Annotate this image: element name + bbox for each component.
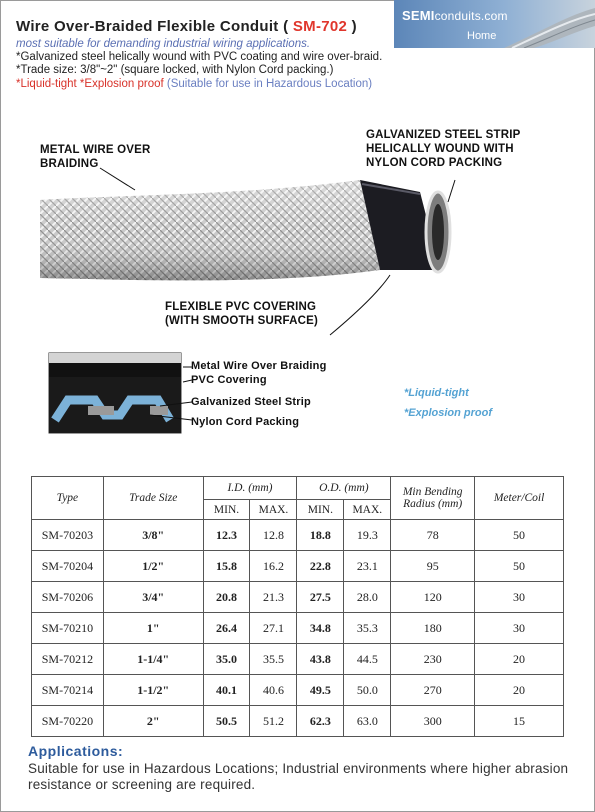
table-row: SM-70204 1/2" 15.8 16.2 22.8 23.1 95 50 bbox=[32, 551, 564, 582]
feature-line-3 bbox=[16, 78, 372, 90]
rating-text: *Liquid-tight *Explosion proof bbox=[16, 78, 164, 90]
spec-table bbox=[31, 476, 564, 737]
cs-label-pvc: PVC Covering bbox=[191, 374, 267, 386]
col-bending-radius: Min Bending Radius (mm) bbox=[391, 477, 475, 520]
feature-line-2: *Trade size: 3/8"~2" (square locked, with Nylon Cord packing.) bbox=[16, 64, 334, 76]
applications-title: Applications: bbox=[28, 743, 124, 759]
table-row: SM-70203 3/8" 12.3 12.8 18.8 19.3 78 50 bbox=[32, 520, 564, 551]
col-type: Type bbox=[32, 477, 104, 520]
table-row: SM-70210 1" 26.4 27.1 34.8 35.3 180 30 bbox=[32, 613, 564, 644]
home-link[interactable]: Home bbox=[467, 30, 497, 42]
col-trade-size: Trade Size bbox=[103, 477, 203, 520]
label-pvc-covering: FLEXIBLE PVC COVERING (WITH SMOOTH SURFACE) bbox=[165, 301, 319, 327]
cs-label-braiding: Metal Wire Over Braiding bbox=[191, 360, 327, 372]
site-logo-banner[interactable] bbox=[394, 0, 595, 48]
label-steel-strip: GALVANIZED STEEL STRIP HELICALLY WOUND WITH NYLON CORD PACKING bbox=[366, 129, 521, 169]
table-row: SM-70206 3/4" 20.8 21.3 27.5 28.0 120 30 bbox=[32, 582, 564, 613]
cs-label-steel: Galvanized Steel Strip bbox=[191, 396, 311, 408]
hazard-text: (Suitable for use in Hazardous Location) bbox=[166, 78, 373, 90]
col-id-max: MAX. bbox=[250, 500, 297, 520]
product-code: SM-702 bbox=[292, 18, 348, 35]
feature-line-1: *Galvanized steel helically wound with PVC coating and wire over-braid. bbox=[16, 51, 383, 63]
applications-text: Suitable for use in Hazardous Locations; Industrial environments where higher abrasion resistance or screening are required. bbox=[28, 761, 569, 792]
label-braiding: METAL WIRE OVER BRAIDING bbox=[40, 144, 151, 170]
col-id-min: MIN. bbox=[203, 500, 250, 520]
cross-section-diagram bbox=[49, 353, 192, 433]
page-title: Wire Over-Braided Flexible Conduit ( SM-702 ) bbox=[16, 18, 357, 35]
col-od-max: MAX. bbox=[344, 500, 391, 520]
table-row: SM-70220 2" 50.5 51.2 62.3 63.0 300 15 bbox=[32, 706, 564, 737]
col-meter-coil: Meter/Coil bbox=[475, 477, 564, 520]
col-od: O.D. (mm) bbox=[297, 477, 391, 500]
col-id: I.D. (mm) bbox=[203, 477, 297, 500]
logo-brand: SEMIconduits.com bbox=[402, 8, 508, 23]
table-row: SM-70212 1-1/4" 35.0 35.5 43.8 44.5 230 20 bbox=[32, 644, 564, 675]
feature-liquid-tight: *Liquid-tight bbox=[404, 387, 469, 399]
col-od-min: MIN. bbox=[297, 500, 344, 520]
feature-explosion-proof: *Explosion proof bbox=[404, 407, 492, 419]
page-subtitle: most suitable for demanding industrial wiring applications. bbox=[16, 38, 311, 50]
conduit-illustration bbox=[0, 110, 595, 450]
table-row: SM-70214 1-1/2" 40.1 40.6 49.5 50.0 270 20 bbox=[32, 675, 564, 706]
cs-label-nylon: Nylon Cord Packing bbox=[191, 416, 300, 428]
